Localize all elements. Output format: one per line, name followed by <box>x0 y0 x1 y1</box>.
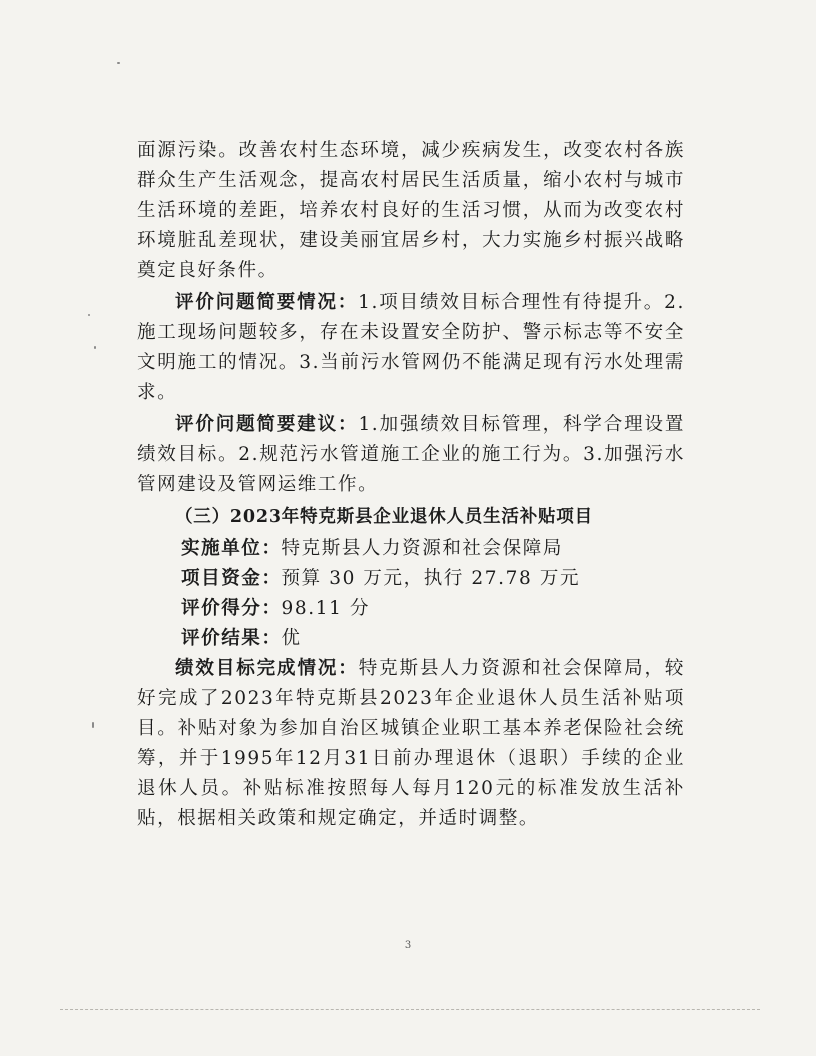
paragraph-environment: 面源污染。改善农村生态环境，减少疾病发生，改变农村各族群众生产生活观念，提高农村居民生活质量，缩小农村与城市生活环境的差距，培养农村良好的生活习惯，从而为改变农村环境脏乱差现状，建设美丽宜居乡村，大力实施乡村振兴战略奠定良好条件。 <box>137 140 685 281</box>
scan-edge-line <box>60 1009 760 1010</box>
field-evaluation-score <box>137 594 685 624</box>
paragraph-issues <box>137 288 685 408</box>
paragraph-goal-completion <box>137 654 685 834</box>
field-evaluation-result <box>137 624 685 654</box>
scan-speck <box>94 346 96 349</box>
issues-text: 1.项目绩效目标合理性有待提升。2.施工现场问题较多，存在未设置安全防护、警示标志等不安全文明施工的情况。3.当前污水管网仍不能满足现有污水处理需求。 <box>137 292 685 403</box>
funds-value: 预算 30 万元，执行 27.78 万元 <box>281 568 581 589</box>
score-label: 评价得分： <box>181 598 282 619</box>
page-body <box>137 136 685 834</box>
result-value: 优 <box>281 628 302 649</box>
goal-label: 绩效目标完成情况： <box>175 658 359 679</box>
suggestions-label: 评价问题简要建议： <box>175 414 359 435</box>
scan-speck <box>117 62 120 64</box>
page-number: 3 <box>404 940 412 951</box>
result-label: 评价结果： <box>181 628 282 649</box>
paragraph-suggestions <box>137 410 685 500</box>
scan-speck <box>88 314 90 316</box>
issues-label: 评价问题简要情况： <box>175 292 359 313</box>
funds-label: 项目资金： <box>181 568 282 589</box>
unit-label: 实施单位： <box>181 538 282 559</box>
suggestions-text: 1.加强绩效目标管理，科学合理设置绩效目标。2.规范污水管道施工企业的施工行为。3.加强污水管网建设及管网运维工作。 <box>137 414 685 495</box>
unit-value: 特克斯县人力资源和社会保障局 <box>281 538 563 559</box>
goal-text: 特克斯县人力资源和社会保障局，较好完成了2023年特克斯县2023年企业退休人员生活补贴项目。补贴对象为参加自治区城镇企业职工基本养老保险社会统筹，并于1995年12月31日前办理退休（退职）手续的企业退休人员。补贴标准按照每人每月120元的标准发放生活补贴，根据相关政策和规定确定，并适时调整。 <box>137 658 685 829</box>
field-implementing-unit <box>137 534 685 564</box>
score-value: 98.11 分 <box>281 598 371 619</box>
scan-speck <box>92 722 94 728</box>
field-project-funds <box>137 564 685 594</box>
section-heading: （三）2023年特克斯县企业退休人员生活补贴项目 <box>175 507 593 527</box>
